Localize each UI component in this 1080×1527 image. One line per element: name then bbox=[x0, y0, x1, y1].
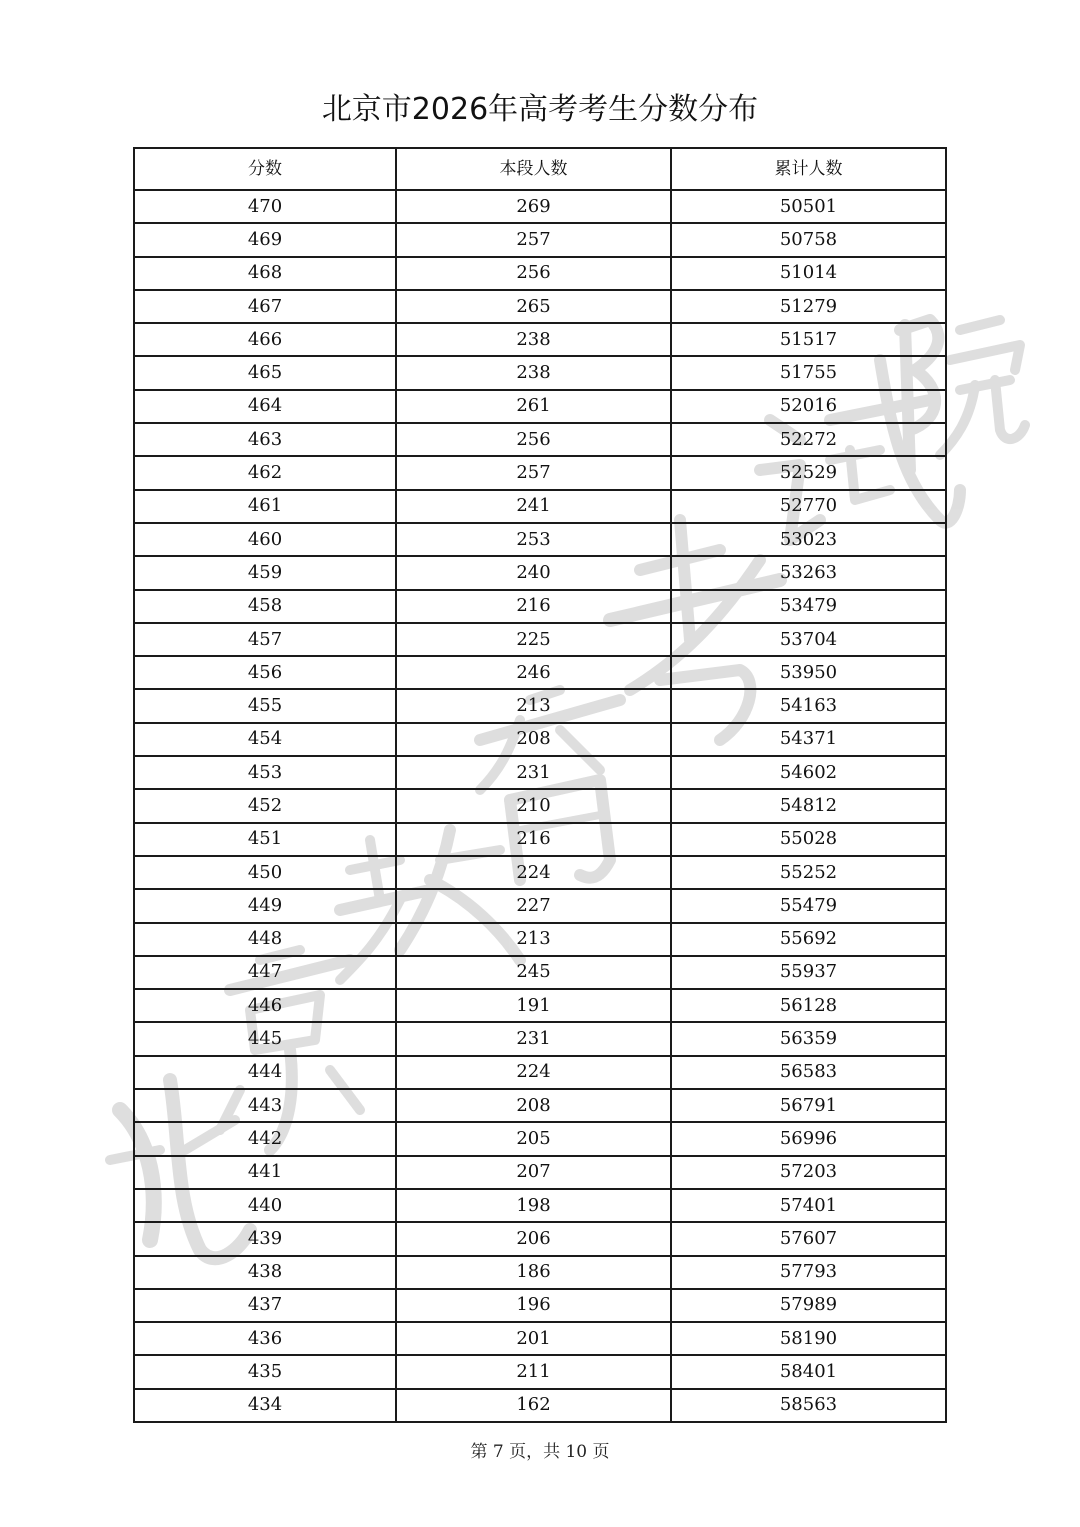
score-cell: 467 bbox=[134, 290, 396, 323]
score-cell: 449 bbox=[134, 889, 396, 922]
segment-count-cell: 191 bbox=[396, 989, 671, 1022]
cumulative-count-cell: 52529 bbox=[671, 456, 946, 489]
segment-count-cell: 211 bbox=[396, 1355, 671, 1388]
table-row bbox=[134, 323, 946, 356]
table-row bbox=[134, 1322, 946, 1355]
score-cell: 463 bbox=[134, 423, 396, 456]
cumulative-count-cell: 53023 bbox=[671, 523, 946, 556]
segment-count-cell: 253 bbox=[396, 523, 671, 556]
score-cell: 452 bbox=[134, 789, 396, 822]
segment-count-cell: 210 bbox=[396, 789, 671, 822]
cumulative-count-cell: 55028 bbox=[671, 823, 946, 856]
table-row bbox=[134, 623, 946, 656]
score-cell: 468 bbox=[134, 257, 396, 290]
cumulative-count-cell: 53950 bbox=[671, 656, 946, 689]
segment-count-cell: 245 bbox=[396, 956, 671, 989]
table-row bbox=[134, 989, 946, 1022]
cumulative-count-cell: 51014 bbox=[671, 257, 946, 290]
cumulative-count-cell: 54602 bbox=[671, 756, 946, 789]
score-cell: 450 bbox=[134, 856, 396, 889]
score-cell: 460 bbox=[134, 523, 396, 556]
cumulative-count-cell: 58563 bbox=[671, 1389, 946, 1422]
segment-count-cell: 224 bbox=[396, 856, 671, 889]
cumulative-count-cell: 56996 bbox=[671, 1122, 946, 1155]
segment-count-cell: 213 bbox=[396, 923, 671, 956]
cumulative-count-cell: 57203 bbox=[671, 1156, 946, 1189]
segment-count-cell: 205 bbox=[396, 1122, 671, 1155]
segment-count-cell: 227 bbox=[396, 889, 671, 922]
segment-count-cell: 261 bbox=[396, 390, 671, 423]
segment-count-cell: 198 bbox=[396, 1189, 671, 1222]
score-distribution-table bbox=[133, 147, 947, 1423]
segment-count-cell: 240 bbox=[396, 556, 671, 589]
table-row bbox=[134, 356, 946, 389]
segment-count-cell: 238 bbox=[396, 323, 671, 356]
score-cell: 462 bbox=[134, 456, 396, 489]
score-cell: 446 bbox=[134, 989, 396, 1022]
segment-count-cell: 256 bbox=[396, 423, 671, 456]
table-row bbox=[134, 390, 946, 423]
cumulative-count-cell: 56128 bbox=[671, 989, 946, 1022]
cumulative-count-cell: 55937 bbox=[671, 956, 946, 989]
column-header-segment-count: 本段人数 bbox=[396, 148, 671, 190]
table-row bbox=[134, 590, 946, 623]
column-header-cumulative-count: 累计人数 bbox=[671, 148, 946, 190]
cumulative-count-cell: 57401 bbox=[671, 1189, 946, 1222]
table-row bbox=[134, 257, 946, 290]
table-row bbox=[134, 1056, 946, 1089]
segment-count-cell: 231 bbox=[396, 756, 671, 789]
table-row bbox=[134, 1389, 946, 1422]
table-row bbox=[134, 290, 946, 323]
table-body bbox=[134, 190, 946, 1422]
score-cell: 470 bbox=[134, 190, 396, 223]
cumulative-count-cell: 54812 bbox=[671, 789, 946, 822]
score-cell: 469 bbox=[134, 223, 396, 256]
segment-count-cell: 238 bbox=[396, 356, 671, 389]
cumulative-count-cell: 56583 bbox=[671, 1056, 946, 1089]
table-row bbox=[134, 423, 946, 456]
score-cell: 445 bbox=[134, 1022, 396, 1055]
table-row bbox=[134, 190, 946, 223]
table-row bbox=[134, 523, 946, 556]
score-cell: 439 bbox=[134, 1222, 396, 1255]
cumulative-count-cell: 50758 bbox=[671, 223, 946, 256]
table-row bbox=[134, 1222, 946, 1255]
score-cell: 447 bbox=[134, 956, 396, 989]
score-cell: 455 bbox=[134, 689, 396, 722]
segment-count-cell: 162 bbox=[396, 1389, 671, 1422]
column-header-score: 分数 bbox=[134, 148, 396, 190]
segment-count-cell: 257 bbox=[396, 223, 671, 256]
page-title: 北京市2026年高考考生分数分布 bbox=[321, 92, 759, 127]
cumulative-count-cell: 52272 bbox=[671, 423, 946, 456]
table-row bbox=[134, 923, 946, 956]
cumulative-count-cell: 57793 bbox=[671, 1256, 946, 1289]
table-row bbox=[134, 1089, 946, 1122]
score-cell: 453 bbox=[134, 756, 396, 789]
table-row bbox=[134, 1289, 946, 1322]
table-row bbox=[134, 456, 946, 489]
segment-count-cell: 201 bbox=[396, 1322, 671, 1355]
table-row bbox=[134, 756, 946, 789]
table-row bbox=[134, 223, 946, 256]
table-row bbox=[134, 1189, 946, 1222]
table-row bbox=[134, 556, 946, 589]
cumulative-count-cell: 53479 bbox=[671, 590, 946, 623]
table-row bbox=[134, 689, 946, 722]
segment-count-cell: 246 bbox=[396, 656, 671, 689]
cumulative-count-cell: 51279 bbox=[671, 290, 946, 323]
table-row bbox=[134, 889, 946, 922]
segment-count-cell: 265 bbox=[396, 290, 671, 323]
score-cell: 435 bbox=[134, 1355, 396, 1388]
score-cell: 457 bbox=[134, 623, 396, 656]
table-row bbox=[134, 1122, 946, 1155]
table-row bbox=[134, 956, 946, 989]
segment-count-cell: 224 bbox=[396, 1056, 671, 1089]
page-footer: 第 7 页，共 10 页 bbox=[470, 1442, 610, 1462]
score-cell: 441 bbox=[134, 1156, 396, 1189]
score-cell: 444 bbox=[134, 1056, 396, 1089]
segment-count-cell: 216 bbox=[396, 590, 671, 623]
segment-count-cell: 213 bbox=[396, 689, 671, 722]
table-row bbox=[134, 823, 946, 856]
segment-count-cell: 196 bbox=[396, 1289, 671, 1322]
score-cell: 461 bbox=[134, 490, 396, 523]
segment-count-cell: 269 bbox=[396, 190, 671, 223]
cumulative-count-cell: 52770 bbox=[671, 490, 946, 523]
cumulative-count-cell: 53263 bbox=[671, 556, 946, 589]
table-header-row bbox=[134, 148, 946, 190]
table-row bbox=[134, 789, 946, 822]
cumulative-count-cell: 53704 bbox=[671, 623, 946, 656]
score-cell: 438 bbox=[134, 1256, 396, 1289]
score-cell: 451 bbox=[134, 823, 396, 856]
score-cell: 434 bbox=[134, 1389, 396, 1422]
score-cell: 442 bbox=[134, 1122, 396, 1155]
cumulative-count-cell: 55692 bbox=[671, 923, 946, 956]
score-cell: 437 bbox=[134, 1289, 396, 1322]
cumulative-count-cell: 55252 bbox=[671, 856, 946, 889]
cumulative-count-cell: 57607 bbox=[671, 1222, 946, 1255]
segment-count-cell: 241 bbox=[396, 490, 671, 523]
cumulative-count-cell: 51755 bbox=[671, 356, 946, 389]
table-row bbox=[134, 656, 946, 689]
cumulative-count-cell: 50501 bbox=[671, 190, 946, 223]
cumulative-count-cell: 51517 bbox=[671, 323, 946, 356]
segment-count-cell: 206 bbox=[396, 1222, 671, 1255]
score-cell: 436 bbox=[134, 1322, 396, 1355]
segment-count-cell: 207 bbox=[396, 1156, 671, 1189]
segment-count-cell: 216 bbox=[396, 823, 671, 856]
score-cell: 464 bbox=[134, 390, 396, 423]
table-row bbox=[134, 1256, 946, 1289]
score-cell: 448 bbox=[134, 923, 396, 956]
table-row bbox=[134, 490, 946, 523]
score-cell: 466 bbox=[134, 323, 396, 356]
cumulative-count-cell: 54371 bbox=[671, 723, 946, 756]
table-row bbox=[134, 1355, 946, 1388]
score-cell: 440 bbox=[134, 1189, 396, 1222]
cumulative-count-cell: 58190 bbox=[671, 1322, 946, 1355]
table-row bbox=[134, 723, 946, 756]
segment-count-cell: 231 bbox=[396, 1022, 671, 1055]
score-cell: 454 bbox=[134, 723, 396, 756]
cumulative-count-cell: 56791 bbox=[671, 1089, 946, 1122]
score-cell: 443 bbox=[134, 1089, 396, 1122]
cumulative-count-cell: 54163 bbox=[671, 689, 946, 722]
segment-count-cell: 186 bbox=[396, 1256, 671, 1289]
table-row bbox=[134, 1156, 946, 1189]
cumulative-count-cell: 57989 bbox=[671, 1289, 946, 1322]
score-cell: 459 bbox=[134, 556, 396, 589]
segment-count-cell: 208 bbox=[396, 723, 671, 756]
segment-count-cell: 257 bbox=[396, 456, 671, 489]
score-cell: 465 bbox=[134, 356, 396, 389]
segment-count-cell: 256 bbox=[396, 257, 671, 290]
table-row bbox=[134, 856, 946, 889]
table-row bbox=[134, 1022, 946, 1055]
score-cell: 458 bbox=[134, 590, 396, 623]
cumulative-count-cell: 52016 bbox=[671, 390, 946, 423]
cumulative-count-cell: 58401 bbox=[671, 1355, 946, 1388]
score-cell: 456 bbox=[134, 656, 396, 689]
segment-count-cell: 225 bbox=[396, 623, 671, 656]
segment-count-cell: 208 bbox=[396, 1089, 671, 1122]
cumulative-count-cell: 56359 bbox=[671, 1022, 946, 1055]
cumulative-count-cell: 55479 bbox=[671, 889, 946, 922]
